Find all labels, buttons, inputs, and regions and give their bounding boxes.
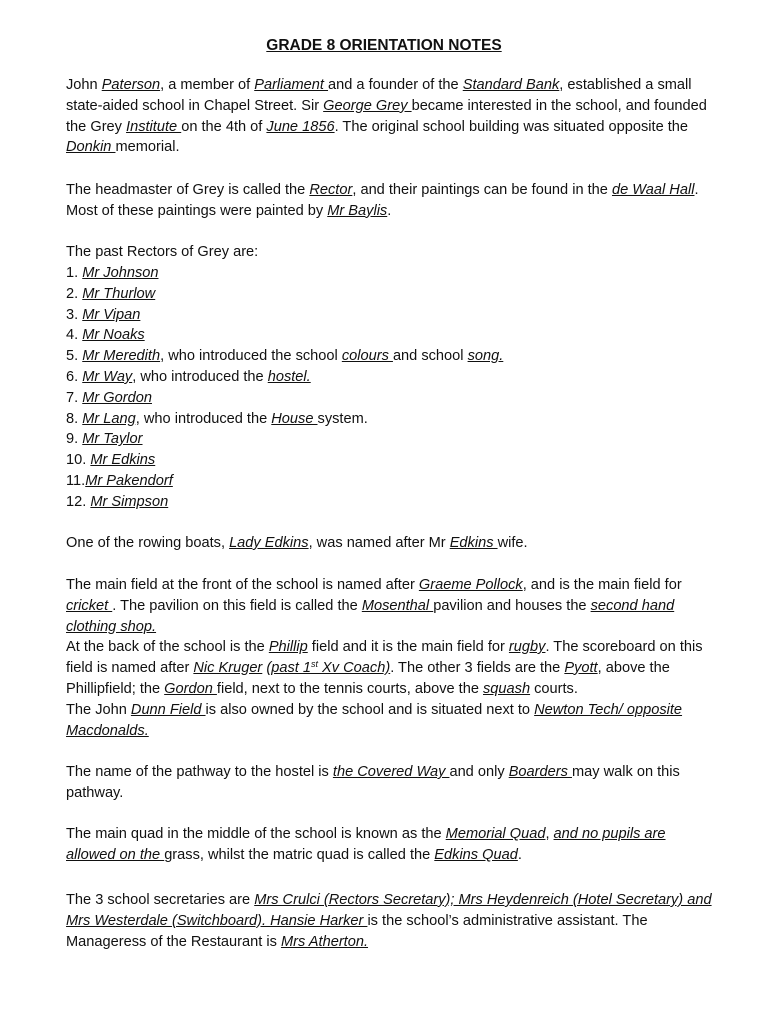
- keyword: Phillip: [268, 639, 308, 655]
- text: , above the Phillipfield; the: [66, 659, 670, 697]
- text: field and it is the main field for: [307, 639, 509, 655]
- text: At the back of the school is the: [66, 639, 269, 655]
- keyword: de Waal Hall: [611, 182, 695, 198]
- item-number: 4.: [66, 327, 83, 344]
- keyword: rugby: [508, 639, 546, 655]
- text: field, next to the tennis courts, above the: [216, 680, 483, 697]
- item-number: 8.: [66, 410, 83, 427]
- keyword: Memorial Quad: [445, 826, 546, 842]
- keyword: colours: [341, 348, 393, 365]
- text: is the school’s administrative assistant. The Manageress of the Restaurant is: [66, 912, 648, 950]
- keyword: Parliament: [254, 77, 329, 93]
- text: One of the rowing boats,: [66, 535, 230, 551]
- keyword: song.: [467, 348, 504, 365]
- list-item: [66, 409, 716, 430]
- rector-name: Mr Gordon: [82, 389, 152, 406]
- keyword: Newton Tech/ opposite Macdonalds.: [66, 702, 683, 739]
- rector-name: Mr Way: [82, 368, 133, 385]
- keyword: George Grey: [323, 97, 412, 114]
- list-item: [66, 388, 716, 409]
- paragraph-rowing-boat: [66, 533, 716, 554]
- rector-name: Mr Simpson: [90, 493, 169, 510]
- list-item: [66, 284, 716, 305]
- paragraph-secretaries: [66, 890, 716, 952]
- keyword: Edkins: [449, 535, 498, 551]
- text: courts.: [530, 680, 578, 697]
- text: pavilion and houses the: [433, 597, 591, 614]
- text: Xv Coach): [318, 659, 391, 676]
- text: , who introduced the: [135, 410, 272, 427]
- keyword: the Covered Way: [332, 764, 450, 780]
- paragraph-covered-way: [66, 762, 716, 804]
- keyword: Rector: [309, 182, 353, 198]
- text: (past 1: [266, 659, 311, 676]
- text: John: [66, 77, 102, 93]
- keyword: Pyott: [564, 659, 598, 676]
- keyword: Boarders: [508, 764, 572, 780]
- keyword: Mr Baylis: [327, 202, 388, 219]
- item-number: 11.: [66, 472, 86, 489]
- rectors-intro: The past Rectors of Grey are:: [66, 244, 259, 260]
- keyword: Institute: [126, 118, 182, 135]
- keyword: Lady Edkins: [229, 535, 309, 551]
- text: . Most of these paintings were painted by: [66, 182, 699, 219]
- rectors-list: [66, 263, 716, 513]
- keyword: Gordon: [164, 680, 217, 697]
- text: , was named after Mr: [308, 535, 450, 551]
- text: memorial.: [115, 139, 180, 156]
- paragraph-back-field: [66, 637, 716, 699]
- rector-name: Mr Pakendorf: [85, 472, 173, 489]
- list-item: [66, 492, 716, 513]
- paragraph-quads: [66, 824, 716, 866]
- keyword: Standard Bank: [462, 77, 560, 93]
- text: , a member of: [160, 77, 255, 93]
- text: . The scoreboard on this field is named after: [66, 639, 703, 676]
- text: The main quad in the middle of the school is known as the: [66, 826, 446, 842]
- text: on the 4th of: [181, 118, 267, 135]
- rector-name: Mr Vipan: [82, 306, 141, 323]
- keyword: Dunn Field: [130, 702, 206, 718]
- keyword: Mrs Atherton.: [280, 933, 369, 950]
- text: The name of the pathway to the hostel is: [66, 764, 333, 780]
- text: wife.: [497, 535, 528, 551]
- text: is also owned by the school and is situated next to: [205, 702, 535, 718]
- text: The 3 school secretaries are: [66, 892, 255, 908]
- list-item: [66, 263, 716, 284]
- text: . The pavilion on this field is called the: [112, 597, 362, 614]
- keyword: House: [271, 410, 318, 427]
- keyword: hostel.: [267, 368, 311, 385]
- keyword: second hand clothing shop.: [66, 597, 675, 635]
- text: and a founder of the: [328, 77, 463, 93]
- text: ,: [545, 826, 554, 842]
- text: The main field at the front of the school is named after: [66, 577, 419, 593]
- paragraph-main-field: [66, 575, 716, 637]
- keyword: Mrs Crulci (Rectors Secretary); Mrs Heydenreich (Hotel Secretary) and Mrs Westerdale (Switchboard). Hansie Harker: [66, 892, 712, 929]
- list-item: [66, 367, 716, 388]
- list-item: [66, 450, 716, 471]
- item-number: 6.: [66, 368, 83, 385]
- keyword: Graeme Pollock: [418, 577, 523, 593]
- item-number: 3.: [66, 306, 83, 323]
- list-item: [66, 429, 716, 450]
- rector-name: Mr Meredith: [82, 348, 161, 365]
- list-item: [66, 471, 716, 492]
- keyword: and no pupils are allowed on the: [66, 826, 666, 863]
- keyword: Paterson: [101, 77, 161, 93]
- keyword: Edkins Quad: [434, 846, 518, 863]
- keyword: squash: [483, 680, 531, 697]
- text: , who introduced the school: [160, 348, 342, 365]
- paragraph-dunn-field: [66, 700, 716, 742]
- text: .: [387, 202, 392, 219]
- text: .: [517, 846, 522, 863]
- text: , who introduced the: [132, 368, 268, 385]
- text: . The original school building was situated opposite the: [334, 118, 689, 135]
- rector-name: Mr Taylor: [82, 431, 143, 448]
- item-number: 12.: [66, 493, 91, 510]
- text: became interested in the school, and founded the Grey: [66, 97, 707, 135]
- rector-name: Mr Edkins: [90, 452, 156, 469]
- item-number: 10.: [66, 452, 91, 469]
- text: grass, whilst the matric quad is called the: [164, 846, 435, 863]
- rector-name: Mr Johnson: [82, 265, 159, 281]
- paragraph-history: [66, 75, 716, 158]
- keyword: cricket: [66, 597, 113, 614]
- keyword: Nic Kruger: [193, 659, 263, 676]
- item-number: 7.: [66, 389, 83, 406]
- text: The John: [66, 702, 131, 718]
- page-title: GRADE 8 ORIENTATION NOTES: [266, 37, 502, 54]
- paragraph-rector: [66, 180, 716, 222]
- text: and school: [392, 348, 468, 365]
- text: . The other 3 fields are the: [390, 659, 565, 676]
- item-number: 5.: [66, 348, 83, 365]
- list-item: [66, 325, 716, 346]
- keyword: June 1856: [266, 118, 335, 135]
- text: , and their paintings can be found in the: [352, 182, 612, 198]
- list-item: [66, 305, 716, 326]
- superscript: st: [310, 658, 318, 669]
- keyword: Donkin: [66, 139, 116, 156]
- item-number: 1.: [66, 265, 83, 281]
- item-number: 2.: [66, 285, 83, 302]
- text: , and is the main field for: [522, 577, 682, 593]
- text: and only: [449, 764, 509, 780]
- rector-name: Mr Noaks: [82, 327, 145, 344]
- text: may walk on this pathway.: [66, 764, 680, 801]
- rector-name: Mr Lang: [82, 410, 136, 427]
- text: system.: [317, 410, 368, 427]
- item-number: 9.: [66, 431, 83, 448]
- text: , established a small state-aided school in Chapel Street. Sir: [66, 77, 692, 114]
- list-item: [66, 346, 716, 367]
- keyword: Mosenthal: [361, 597, 434, 614]
- keyword: [266, 660, 390, 676]
- text: The headmaster of Grey is called the: [66, 182, 310, 198]
- rector-name: Mr Thurlow: [82, 285, 156, 302]
